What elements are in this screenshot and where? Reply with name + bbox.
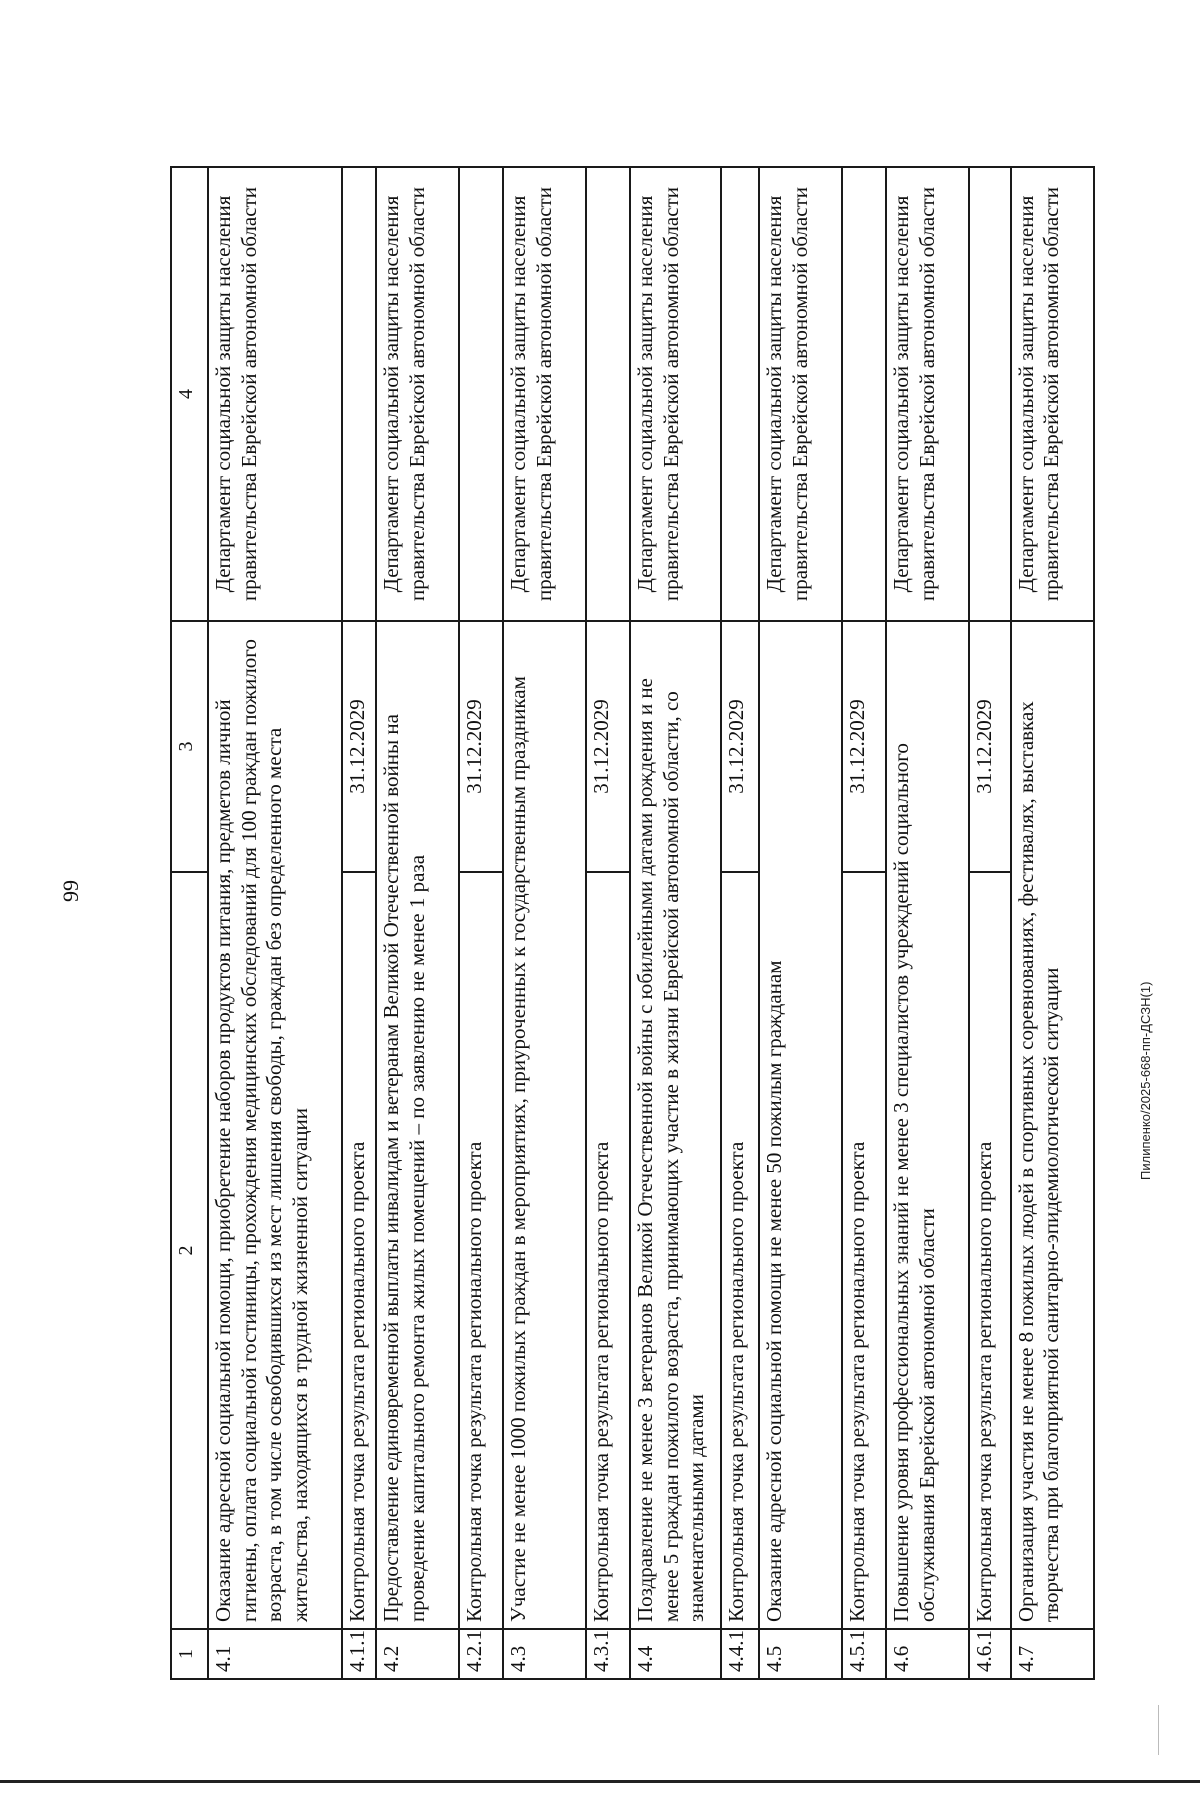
row-description: Контрольная точка результата регионального проекта <box>586 872 630 1629</box>
row-responsible: Департамент социальной защиты населения правительства Еврейской автономной области <box>630 167 721 621</box>
row-description: Контрольная точка результата регионального проекта <box>969 872 1011 1629</box>
row-responsible <box>586 167 630 621</box>
row-number: 4.6 <box>886 1629 969 1679</box>
table-row <box>886 167 969 1679</box>
table-row <box>208 167 342 1679</box>
row-date: 31.12.2029 <box>969 621 1011 872</box>
header-col-3: 3 <box>171 621 208 872</box>
table-row <box>342 167 377 1679</box>
row-number: 4.3.1 <box>586 1629 630 1679</box>
header-col-1: 1 <box>171 1629 208 1679</box>
row-number: 4.4.1 <box>721 1629 759 1679</box>
row-description: Участие не менее 1000 пожилых граждан в мероприятиях, приуроченных к государственным праздникам <box>503 621 586 1629</box>
table-row <box>842 167 886 1679</box>
table-header-row <box>171 167 208 1679</box>
row-responsible: Департамент социальной защиты населения правительства Еврейской автономной области <box>208 167 342 621</box>
footer-document-id: Пилипенко/2025-668-пп-ДСЗН(1) <box>1138 981 1153 1180</box>
rotated-page-content <box>170 168 1095 1680</box>
row-description: Контрольная точка результата регионального проекта <box>721 872 759 1629</box>
row-number: 4.7 <box>1011 1629 1094 1679</box>
table-row <box>969 167 1011 1679</box>
table-row <box>1011 167 1094 1679</box>
table-row <box>376 167 459 1679</box>
row-number: 4.1.1 <box>342 1629 377 1679</box>
row-responsible <box>721 167 759 621</box>
row-date: 31.12.2029 <box>586 621 630 872</box>
scan-mark <box>1158 1705 1159 1755</box>
row-date: 31.12.2029 <box>459 621 503 872</box>
table-row <box>721 167 759 1679</box>
row-date: 31.12.2029 <box>842 621 886 872</box>
row-description: Контрольная точка результата регионального проекта <box>842 872 886 1629</box>
page-number: 99 <box>58 880 83 902</box>
row-number: 4.5.1 <box>842 1629 886 1679</box>
row-responsible <box>969 167 1011 621</box>
table-row <box>759 167 842 1679</box>
row-number: 4.2.1 <box>459 1629 503 1679</box>
row-number: 4.1 <box>208 1629 342 1679</box>
row-number: 4.2 <box>376 1629 459 1679</box>
row-date: 31.12.2029 <box>721 621 759 872</box>
row-responsible: Департамент социальной защиты населения правительства Еврейской автономной области <box>503 167 586 621</box>
row-number: 4.6.1 <box>969 1629 1011 1679</box>
row-responsible <box>342 167 377 621</box>
row-description: Поздравление не менее 3 ветеранов Великой Отечественной войны с юбилейными датами рождения и не менее 5 граждан пожилого возраста, принимающих участие в жизни Еврейской автономной области, со знаменательными датами <box>630 621 721 1629</box>
row-number: 4.3 <box>503 1629 586 1679</box>
row-description: Организация участия не менее 8 пожилых людей в спортивных соревнованиях, фестивалях, выставках творчества при благоприятной санитарно-эпидемиологической ситуации <box>1011 621 1094 1629</box>
row-responsible: Департамент социальной защиты населения правительства Еврейской автономной области <box>886 167 969 621</box>
plan-table <box>170 166 1095 1680</box>
row-number: 4.4 <box>630 1629 721 1679</box>
bottom-rule <box>0 1780 1200 1783</box>
row-description: Оказание адресной социальной помощи, приобретение наборов продуктов питания, предметов личной гигиены, оплата социальной гостиницы, прохождения медицинских обследований для 100 граждан пожилого возраста, в том числе освободившихся из мест лишения свободы, граждан без определенного места жительства, находящихся в трудной жизненной ситуации <box>208 621 342 1629</box>
header-col-4: 4 <box>171 167 208 621</box>
table-row <box>586 167 630 1679</box>
row-responsible: Департамент социальной защиты населения правительства Еврейской автономной области <box>1011 167 1094 621</box>
row-responsible: Департамент социальной защиты населения правительства Еврейской автономной области <box>376 167 459 621</box>
row-description: Предоставление единовременной выплаты инвалидам и ветеранам Великой Отечественной войны на проведение капитального ремонта жилых помещений – по заявлению не менее 1 раза <box>376 621 459 1629</box>
table-row <box>503 167 586 1679</box>
row-number: 4.5 <box>759 1629 842 1679</box>
row-description: Повышение уровня профессиональных знаний не менее 3 специалистов учреждений социального обслуживания Еврейской автономной области <box>886 621 969 1629</box>
row-responsible: Департамент социальной защиты населения правительства Еврейской автономной области <box>759 167 842 621</box>
row-responsible <box>842 167 886 621</box>
header-col-2: 2 <box>171 872 208 1629</box>
row-date: 31.12.2029 <box>342 621 377 872</box>
row-responsible <box>459 167 503 621</box>
row-description: Контрольная точка результата регионального проекта <box>459 872 503 1629</box>
table-row <box>630 167 721 1679</box>
row-description: Контрольная точка результата регионального проекта <box>342 872 377 1629</box>
table-row <box>459 167 503 1679</box>
row-description: Оказание адресной социальной помощи не менее 50 пожилым гражданам <box>759 621 842 1629</box>
